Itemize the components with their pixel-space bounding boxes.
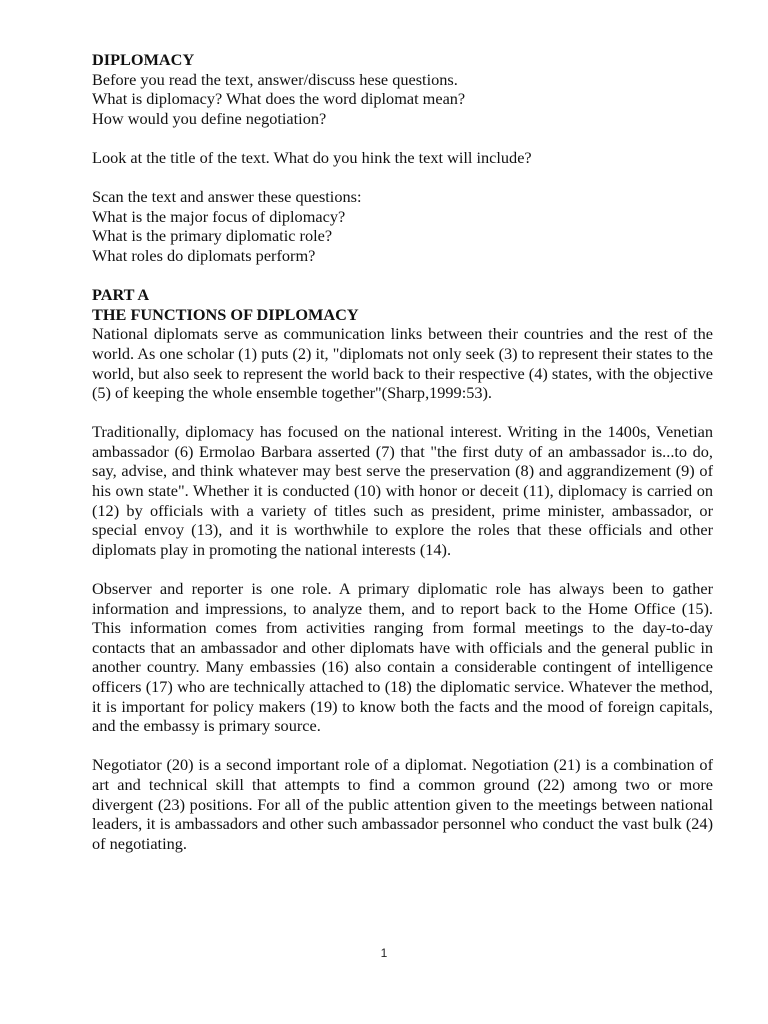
scan-instruction: Scan the text and answer these questions: (92, 187, 362, 207)
prereading-line: Before you read the text, answer/discuss hese questions. (92, 69, 458, 89)
spacer (92, 128, 713, 148)
spacer (92, 403, 713, 423)
spacer (92, 168, 713, 188)
document-page (92, 50, 713, 853)
title-prompt: Look at the title of the text. What do you hink the text will include? (92, 147, 532, 167)
page-number: 1 (380, 946, 388, 960)
section-title: THE FUNCTIONS OF DIPLOMACY (92, 304, 359, 324)
paragraph: Negotiator (20) is a second important role of a diplomat. Negotiation (21) is a combination of art and technical skill that attempts to find a common ground (22) among two or more divergent (23) positions. For all of the public attention given to the meetings between national leaders, it is ambassadors and other such ambassador personnel who conduct the vast bulk (24) of negotiating. (92, 755, 713, 853)
scan-question: What is the primary diplomatic role? (92, 226, 333, 246)
paragraph: Observer and reporter is one role. A primary diplomatic role has always been to gather information and impressions, to analyze them, and to report back to the Home Office (15). This information comes from activities ranging from formal meetings to the day-to-day contacts that an ambassador and other diplomats have with officials and the general public in another country. Many embassies (16) also contain a considerable contingent of intelligence officers (17) who are technically attached to (18) the diplomatic service. Whatever the method, it is important for policy makers (19) to know both the facts and the mood of foreign capitals, and the embassy is primary source. (92, 579, 713, 736)
prereading-question: What is diplomacy? What does the word diplomat mean? (92, 89, 466, 109)
part-label: PART A (92, 285, 150, 305)
paragraph: Traditionally, diplomacy has focused on the national interest. Writing in the 1400s, Venetian ambassador (6) Ermolao Barbara asserted (7) that "the first duty of an ambassador is...to do, say, advise, and think whatever may best serve the preservation (8) and aggrandizement (9) of his own state". Whether it is conducted (10) with honor or deceit (11), diplomacy is carried on (12) by officials with a variety of titles such as president, prime minister, ambassador, or special envoy (13), and it is worthwhile to explore the roles that these officials and other diplomats play in promoting the national interests (14). (92, 422, 713, 559)
scan-question: What roles do diplomats perform? (92, 245, 316, 265)
spacer (92, 266, 713, 286)
spacer (92, 736, 713, 756)
document-title: DIPLOMACY (92, 50, 195, 69)
scan-question: What is the major focus of diplomacy? (92, 206, 346, 226)
paragraph: National diplomats serve as communication links between their countries and the rest of the world. As one scholar (1) puts (2) it, "diplomats not only seek (3) to represent their states to the world, but also seek to represent the world back to their respective (4) states, with the objective (5) of keeping the whole ensemble together"(Sharp,1999:53). (92, 324, 713, 403)
spacer (92, 559, 713, 579)
prereading-question: How would you define negotiation? (92, 108, 327, 128)
